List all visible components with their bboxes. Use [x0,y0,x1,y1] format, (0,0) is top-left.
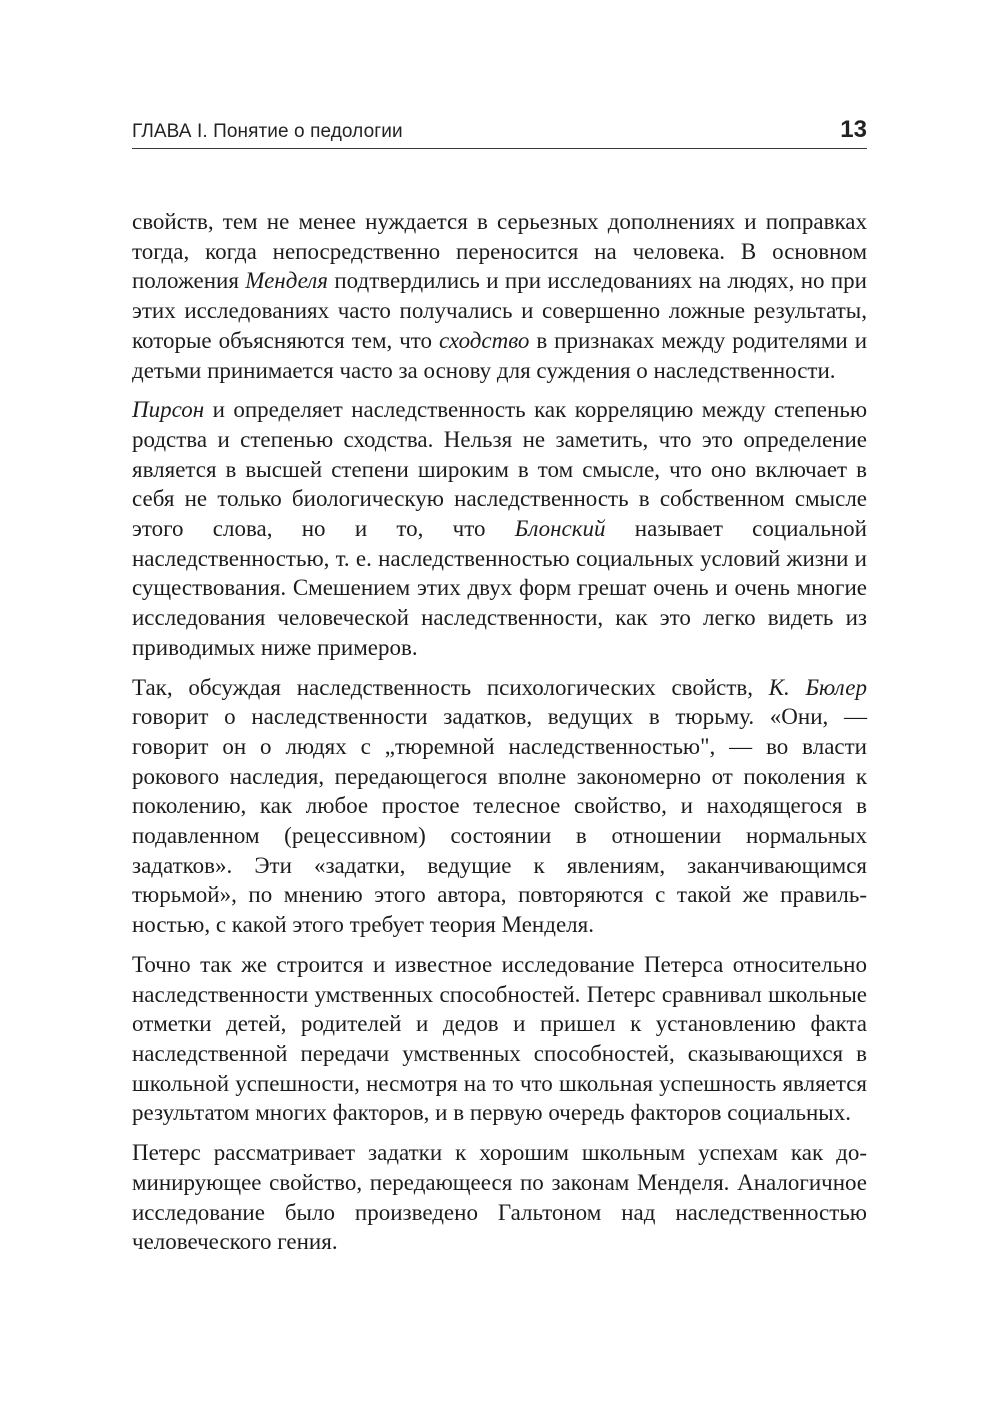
paragraph-3 [132,673,867,940]
text-run: Точно так же строится и известное исследование Петерса относительно наследственности умственных способностей. Петерс сравнивал школьные отметки детей, родителей и дедов и пришел к установлению факта наследственной передачи умственных способностей, сказывающихся в школьной успешности, несмотря на то что школьная успешность является результатом многих факторов, и в первую очередь факторов социальных. [132,951,867,1126]
text-run: и определяет наследственность как корреляцию между степенью родства и степенью сходства. Нельзя не заметить, что это определение является в высшей степени широким в том смысле, что оно включает в себя не только биологическую наследственность в собственном смысле этого слова, но и то, что [132,397,867,542]
author-name-blonsky: Блонский [514,516,606,542]
page-number: 13 [840,116,867,143]
emphasis-term: сходство [439,327,530,353]
text-run: подтвердились и при исследованиях на людях, но при этих исследованиях часто получались и совершенно ложные результаты, которые объясняются тем, что [132,268,867,353]
paragraph-4 [132,950,867,1128]
text-run: говорит о наследственности задатков, ведущих в тюрьму. «Они, — говорит он о людях с „тюремной наследственностью", — во власти рокового наследия, передающегося вполне закономерно от поколения к поколению, как любое простое телесное свойство, и находящегося в подавленном (рецессивном) состоянии в отношении нормальных задатков». Эти «задатки, ведущие к явлениям, заканчивающимся тюрьмой», по мнению этого автора, повторяются с такой же правильностью, с какой этого требует теория Менделя. [132,704,867,938]
text-run: называет социальной наследственностью, т. е. наследственностью социальных условий жизни и существования. Смешением этих двух форм грешат очень и очень многие исследования человеческой наследственности, как это легко видеть из приводимых ниже примеров. [132,516,867,660]
text-run: свойств, тем не менее нуждается в серьезных дополнениях и поправках тогда, когда непосредственно переносится на человека. В основном положения [132,209,867,294]
author-name-mendel: Менделя [245,268,328,294]
paragraph-1 [132,207,867,385]
body-text [132,207,867,1267]
text-run: Так, обсуждая наследственность психологических свойств, [132,674,769,700]
author-name-pearson: Пирсон [132,397,205,423]
text-run: Петерс рассматривает задатки к хорошим школьным успехам как доминирующее свойство, передающееся по законам Менделя. Аналогичное исследование было произведено Гальтоном над наследственностью человеческого гения. [132,1140,867,1255]
text-run: в признаках между родителями и детьми принимается часто за основу для суждения о наследственности. [132,327,867,383]
chapter-title: ГЛАВА I. Понятие о педологии [132,121,403,142]
running-header [132,112,867,149]
paragraph-5 [132,1138,867,1257]
author-name-buhler: К. Бюлер [768,674,867,700]
paragraph-2 [132,395,867,662]
